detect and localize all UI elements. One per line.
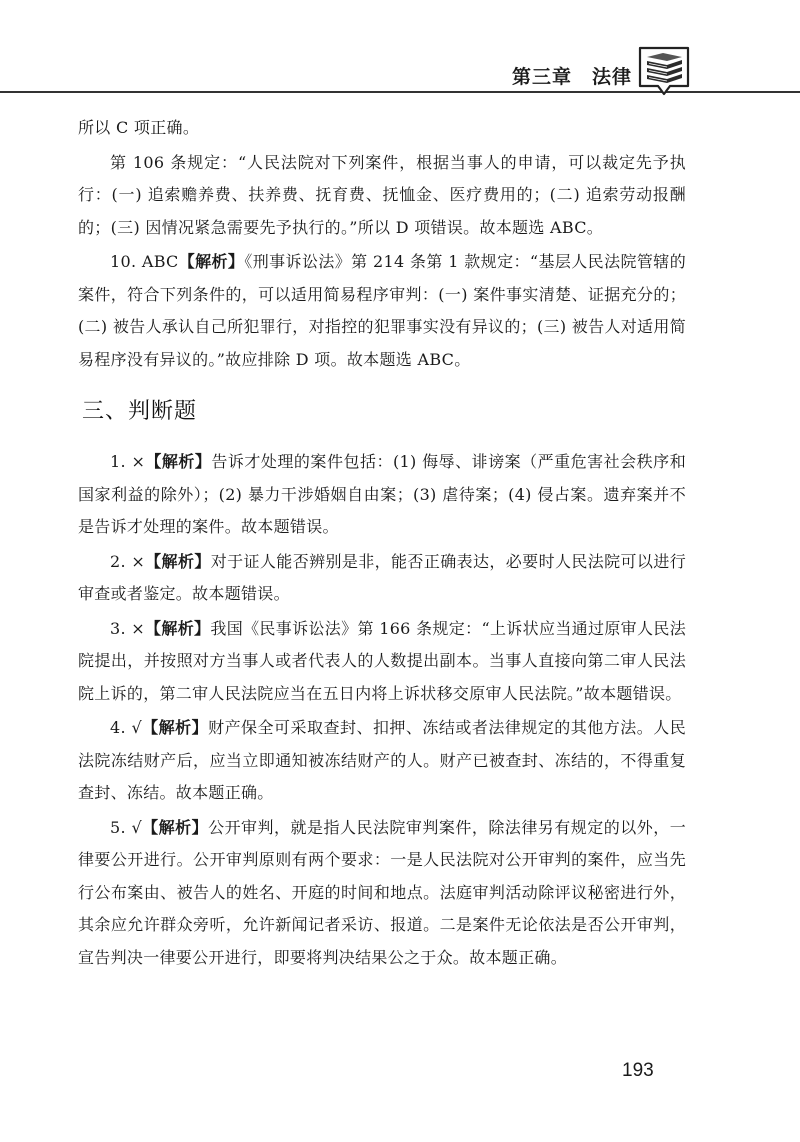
page-number: 193 [622,1060,654,1081]
answer-text: 我国《民事诉讼法》第 166 条规定：“上诉状应当通过原审人民法院提出，并按照对方当事人或者代表人的人数提出副本。当事人直接向第二审人民法院上诉的，第二审人民法院应当在五日内将上诉状移交原审人民法院。”故本题错误。 [78,618,686,703]
page-content [78,112,686,976]
answer-number: 5. √ [110,817,142,837]
answer-number: 4. √ [110,718,142,737]
answer-text: 对于证人能否辨别是非，能否正确表达，必要时人民法院可以进行审查或者鉴定。故本题错误。 [78,551,687,603]
page-header [0,0,800,100]
paragraph-continuation [78,112,686,145]
analysis-tag: 【解析】 [178,252,245,271]
book-stack-icon [636,44,692,98]
analysis-tag: 【解析】 [145,452,212,471]
analysis-tag: 【解析】 [141,718,209,737]
answer-number: 3. × [110,618,145,638]
answer-2 [78,546,686,611]
answer-text: 公开审判，就是指人民法院审判案件，除法律另有规定的以外，一律要公开进行。公开审判原则有两个要求：一是人民法院对公开审判的案件，应当先行公布案由、被告人的姓名、开庭的时间和地点。法庭审判活动除评议秘密进行外，其余应允许群众旁听，允许新闻记者采访、报道。二是案件无论依法是否公开审判，宣告判决一律要公开进行，即要将判决结果公之于众。故本题正确。 [78,817,687,967]
answer-number: 1. × [110,452,146,471]
answer-number: 10. ABC [110,252,179,271]
answer-5 [78,812,686,975]
paragraph-article-106 [78,147,686,245]
answer-1 [78,446,686,544]
answer-3 [78,613,686,711]
answer-4 [78,712,686,810]
chapter-title: 第三章 法律 [512,66,633,88]
paragraph-text: 所以 C 项正确。 [78,118,200,137]
answer-10 [78,246,686,376]
analysis-tag: 【解析】 [145,551,211,571]
analysis-tag: 【解析】 [141,817,209,837]
answer-number: 2. × [110,551,146,571]
answer-text: 告诉才处理的案件包括：(1) 侮辱、诽谤案（严重危害社会秩序和国家利益的除外）；(2) 暴力干涉婚姻自由案；(3) 虐待案；(4) 侵占案。遗弃案并不是告诉才处理的案件。故本题错误。 [78,452,686,536]
section-title: 三、判断题 [82,399,198,424]
answer-text: 财产保全可采取查封、扣押、冻结或者法律规定的其他方法。人民法院冻结财产后，应当立即通知被冻结财产的人。财产已被查封、冻结的，不得重复查封、冻结。故本题正确。 [78,718,687,802]
answer-text: 《刑事诉讼法》第 214 条第 1 款规定：“基层人民法院管辖的案件，符合下列条件的，可以适用简易程序审判：(一) 案件事实清楚、证据充分的；(二) 被告人承认自己所犯罪行，对指控的犯罪事实没有异议的；(三) 被告人对适用简易程序没有异议的。”故应排除 D 项。故本题选 ABC。 [78,252,687,369]
paragraph-text: 第 106 条规定：“人民法院对下列案件，根据当事人的申请，可以裁定先予执行：(一) 追索赡养费、扶养费、抚育费、抚恤金、医疗费用的；(二) 追索劳动报酬的；(三) 因情况紧急需要先予执行的。”所以 D 项错误。故本题选 ABC。 [78,152,686,237]
analysis-tag: 【解析】 [145,618,211,638]
